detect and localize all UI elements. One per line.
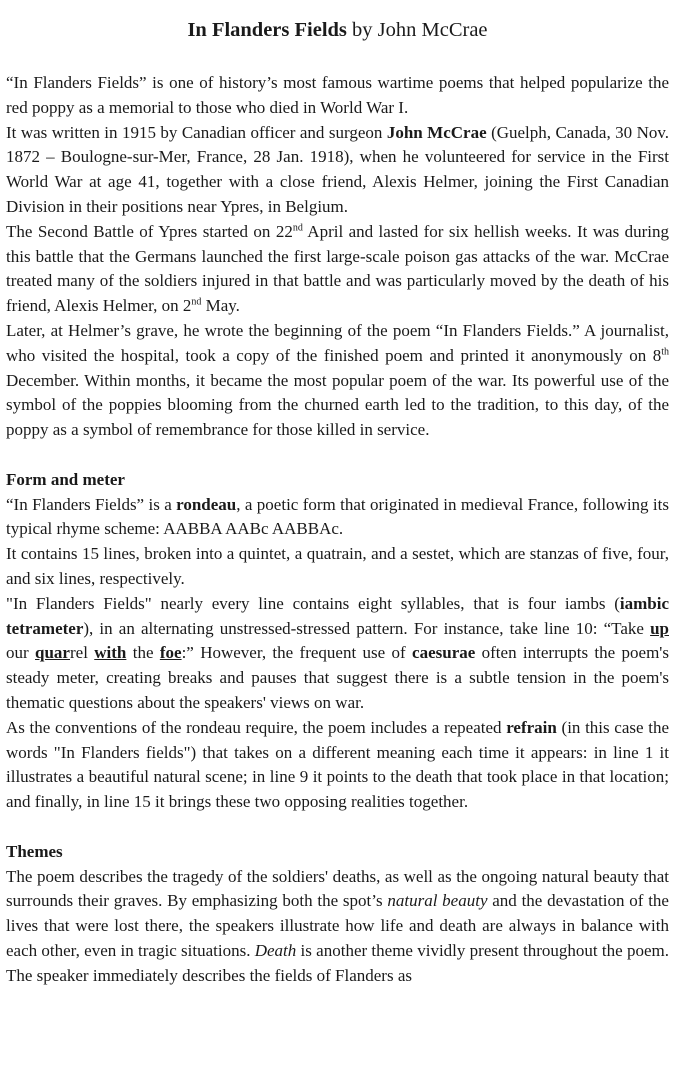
form-p4-text-cont: (in this case the words "In Flanders fields") that takes on a different meaning each time it appears: in line 1 it illustrates a beautiful natural scene; in line 9 it points to the death that took place in that location; and finally, in line 15 it brings these two opposing realities together. — [6, 717, 669, 812]
term-rondeau: rondeau — [176, 494, 237, 514]
section-gap — [6, 815, 669, 840]
form-paragraph-4 — [6, 716, 669, 815]
intro-p2-text: It was written in 1915 by Canadian officer and surgeon — [6, 122, 387, 142]
form-p3-text-end: often interrupts the poem's steady meter, creating breaks and pauses that suggest there is a subtle tension in the poem's thematic questions about the speakers' views on war. — [6, 643, 669, 712]
intro-p4-text-cont: December. Within months, it became the most popular poem of the war. Its powerful use of the symbol of the poppies blooming from the churned earth led to the tradition, to this day, of the poppy as a symbol of remembrance for those killed in service. — [6, 370, 669, 440]
form-paragraph-3 — [6, 592, 669, 716]
form-p1-text-cont: , a poetic form that originated in medieval France, following its typical rhyme scheme: AABBA AABc AABBAc. — [6, 494, 669, 539]
form-p3-text-cont: :” However, the frequent use of — [181, 643, 413, 663]
intro-paragraph-3 — [6, 220, 669, 319]
themes-p1-text: The poem describes the tragedy of the soldiers' deaths, as well as the ongoing natural beauty that surrounds their graves. By emphasizing both the spot’s — [6, 866, 669, 911]
term-caesurae: caesurae — [412, 643, 476, 663]
stressed-syllable: with — [94, 643, 127, 663]
form-p3-text: "In Flanders Fields" nearly every line contains eight syllables, that is four iambs ( — [6, 593, 620, 613]
stressed-syllable: quar — [35, 643, 70, 663]
stressed-syllable: foe — [159, 643, 182, 663]
form-p1-text: “In Flanders Fields” is a — [6, 494, 177, 514]
form-paragraph-2: It contains 15 lines, broken into a quintet, a quatrain, and a sestet, which are stanzas of five, four, and six lines, respectively. — [6, 544, 669, 588]
term-iambic-tetrameter: iambic tetrameter — [6, 593, 669, 638]
intro-p4-text: Later, at Helmer’s grave, he wrote the beginning of the poem “In Flanders Fields.” A journalist, who visited the hospital, took a copy of the finished poem and printed it anonymously on 8 — [6, 320, 669, 365]
themes-p1-text-end: is another theme vividly present throughout the poem. The speaker immediately describes the fields of Flanders as — [6, 940, 669, 985]
form-p3-text-cont: rel — [69, 643, 95, 663]
themes-heading: Themes — [6, 841, 63, 861]
intro-paragraph-2 — [6, 121, 669, 220]
ordinal-suffix: nd — [191, 296, 202, 308]
form-p3-text-cont: the — [126, 643, 160, 663]
author-name: John McCrae — [386, 122, 487, 142]
intro-p3-text: The Second Battle of Ypres started on 22 — [6, 221, 293, 241]
term-refrain: refrain — [506, 717, 557, 737]
intro-p2-text-cont: (Guelph, Canada, 30 Nov. 1872 – Boulogne-sur-Mer, France, 28 Jan. 1918), when he volunteered for service in the First World War at age 41, together with a close friend, Alexis Helmer, joining the First Canadian Division in their positions near Ypres, in Belgium. — [6, 122, 669, 216]
intro-paragraph-1: “In Flanders Fields” is one of history’s most famous wartime poems that helped popularize the red poppy as a memorial to those who died in World War I. — [6, 73, 669, 117]
form-p3-text-cont: ), in an alternating unstressed-stressed pattern. For instance, take line 10: “Take — [83, 618, 651, 638]
stressed-syllable: up — [650, 618, 669, 638]
form-heading: Form and meter — [6, 469, 125, 489]
ordinal-suffix: th — [661, 346, 669, 358]
themes-p1-text-cont: and the devastation of the lives that were lost there, the speakers illustrate how life and death are always in balance with each other, even in tragic situations. — [6, 891, 669, 960]
title-author: by John McCrae — [346, 19, 488, 41]
emphasis-death: Death — [254, 940, 297, 960]
intro-p3-text-end: May. — [201, 296, 240, 316]
title-poem-name: In Flanders Fields — [187, 19, 347, 41]
themes-paragraph-1 — [6, 865, 669, 989]
form-p3-text-cont: our — [6, 643, 36, 663]
form-paragraph-1 — [6, 493, 669, 543]
ordinal-suffix: nd — [292, 222, 303, 234]
emphasis-natural-beauty: natural beauty — [387, 891, 488, 911]
intro-p3-text-cont: April and lasted for six hellish weeks. It was during this battle that the Germans launched the first large-scale poison gas attacks of the war. McCrae treated many of the soldiers injured in that battle and was particularly moved by the death of his friend, Alexis Helmer, on 2 — [6, 221, 669, 316]
page-title — [6, 17, 669, 43]
section-gap — [6, 443, 669, 468]
form-p4-text: As the conventions of the rondeau require, the poem includes a repeated — [6, 717, 507, 737]
intro-paragraph-4 — [6, 319, 669, 443]
